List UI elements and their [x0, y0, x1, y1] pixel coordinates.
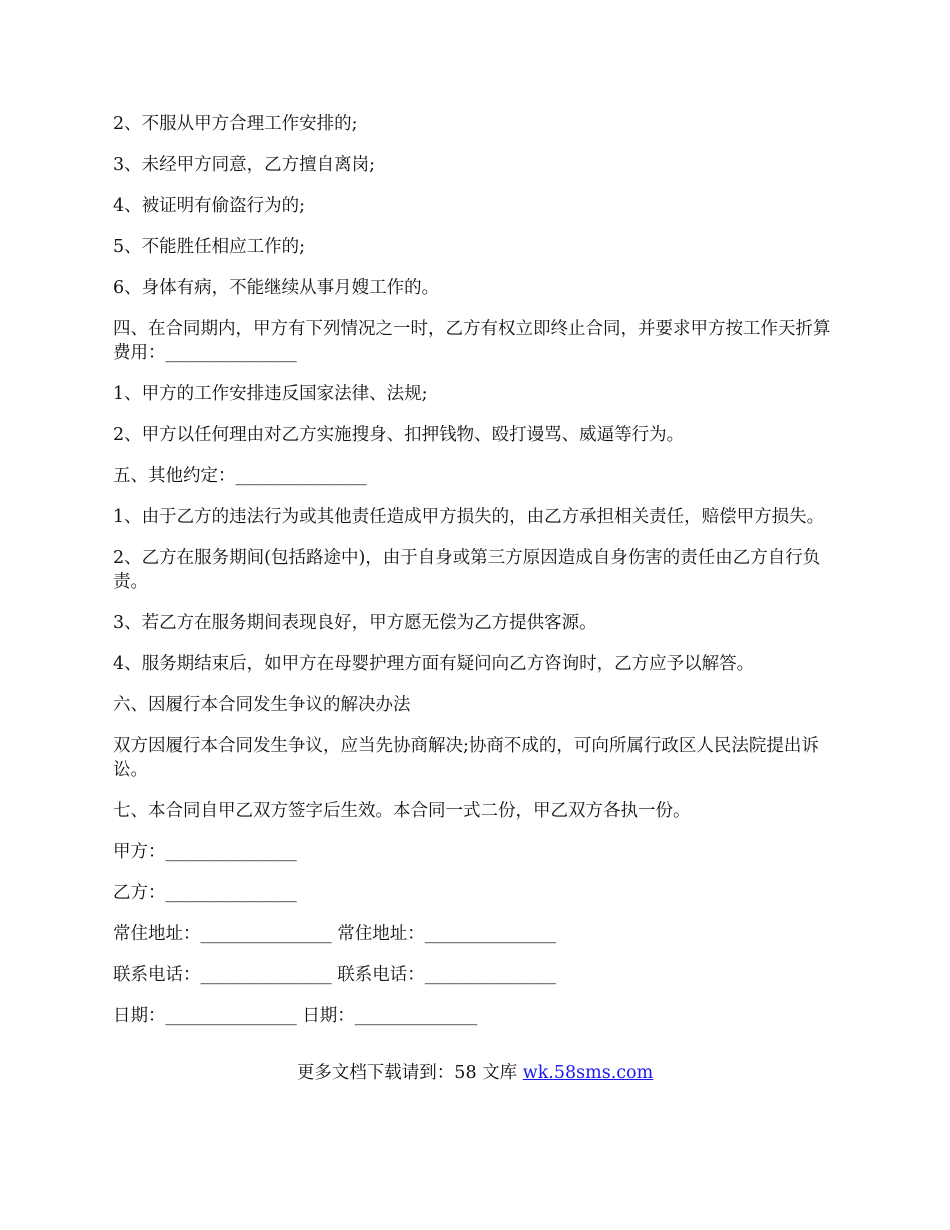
document-body: [113, 112, 839, 1045]
clause-item: 3、若乙方在服务期间表现良好，甲方愿无偿为乙方提供客源。: [113, 613, 597, 633]
party-a-signature-line: 甲方：_______________: [113, 842, 297, 862]
section-heading-6: 六、因履行本合同发生争议的解决办法: [113, 695, 411, 715]
footer-link[interactable]: wk.58sms.com: [522, 1063, 654, 1083]
date-lines: 日期：_______________ 日期：______________: [113, 1006, 478, 1026]
section-heading-7: 七、本合同自甲乙双方签字后生效。本合同一式二份，甲乙双方各执一份。: [113, 801, 691, 821]
phone-lines: 联系电话：_______________ 联系电话：_______________: [113, 965, 557, 985]
clause-item: 5、不能胜任相应工作的;: [113, 237, 306, 257]
clause-item: 2、乙方在服务期间(包括路途中)，由于自身或第三方原因造成自身伤害的责任由乙方自行负责。: [113, 548, 821, 592]
dispute-resolution-text: 双方因履行本合同发生争议，应当先协商解决;协商不成的，可向所属行政区人民法院提出诉讼。: [113, 736, 819, 780]
section-heading-4: 四、在合同期内，甲方有下列情况之一时，乙方有权立即终止合同，并要求甲方按工作天折算费用：_______________: [113, 319, 831, 363]
clause-item: 2、甲方以任何理由对乙方实施搜身、扣押钱物、殴打谩骂、威逼等行为。: [113, 425, 685, 445]
clause-item: 6、身体有病，不能继续从事月嫂工作的。: [113, 278, 440, 298]
clause-item: 1、由于乙方的违法行为或其他责任造成甲方损失的，由乙方承担相关责任，赔偿甲方损失。: [113, 507, 825, 527]
footer-text: 更多文档下载请到：58 文库: [296, 1063, 523, 1083]
address-lines: 常住地址：_______________ 常住地址：_______________: [113, 924, 557, 944]
page-footer: [0, 1061, 950, 1085]
party-b-signature-line: 乙方：_______________: [113, 883, 297, 903]
clause-item: 3、未经甲方同意，乙方擅自离岗;: [113, 155, 376, 175]
clause-item: 1、甲方的工作安排违反国家法律、法规;: [113, 384, 428, 404]
clause-item: 4、被证明有偷盗行为的;: [113, 196, 306, 216]
section-heading-5: 五、其他约定：_______________: [113, 466, 367, 486]
clause-item: 4、服务期结束后，如甲方在母婴护理方面有疑问向乙方咨询时，乙方应予以解答。: [113, 654, 755, 674]
clause-item: 2、不服从甲方合理工作安排的;: [113, 114, 358, 134]
